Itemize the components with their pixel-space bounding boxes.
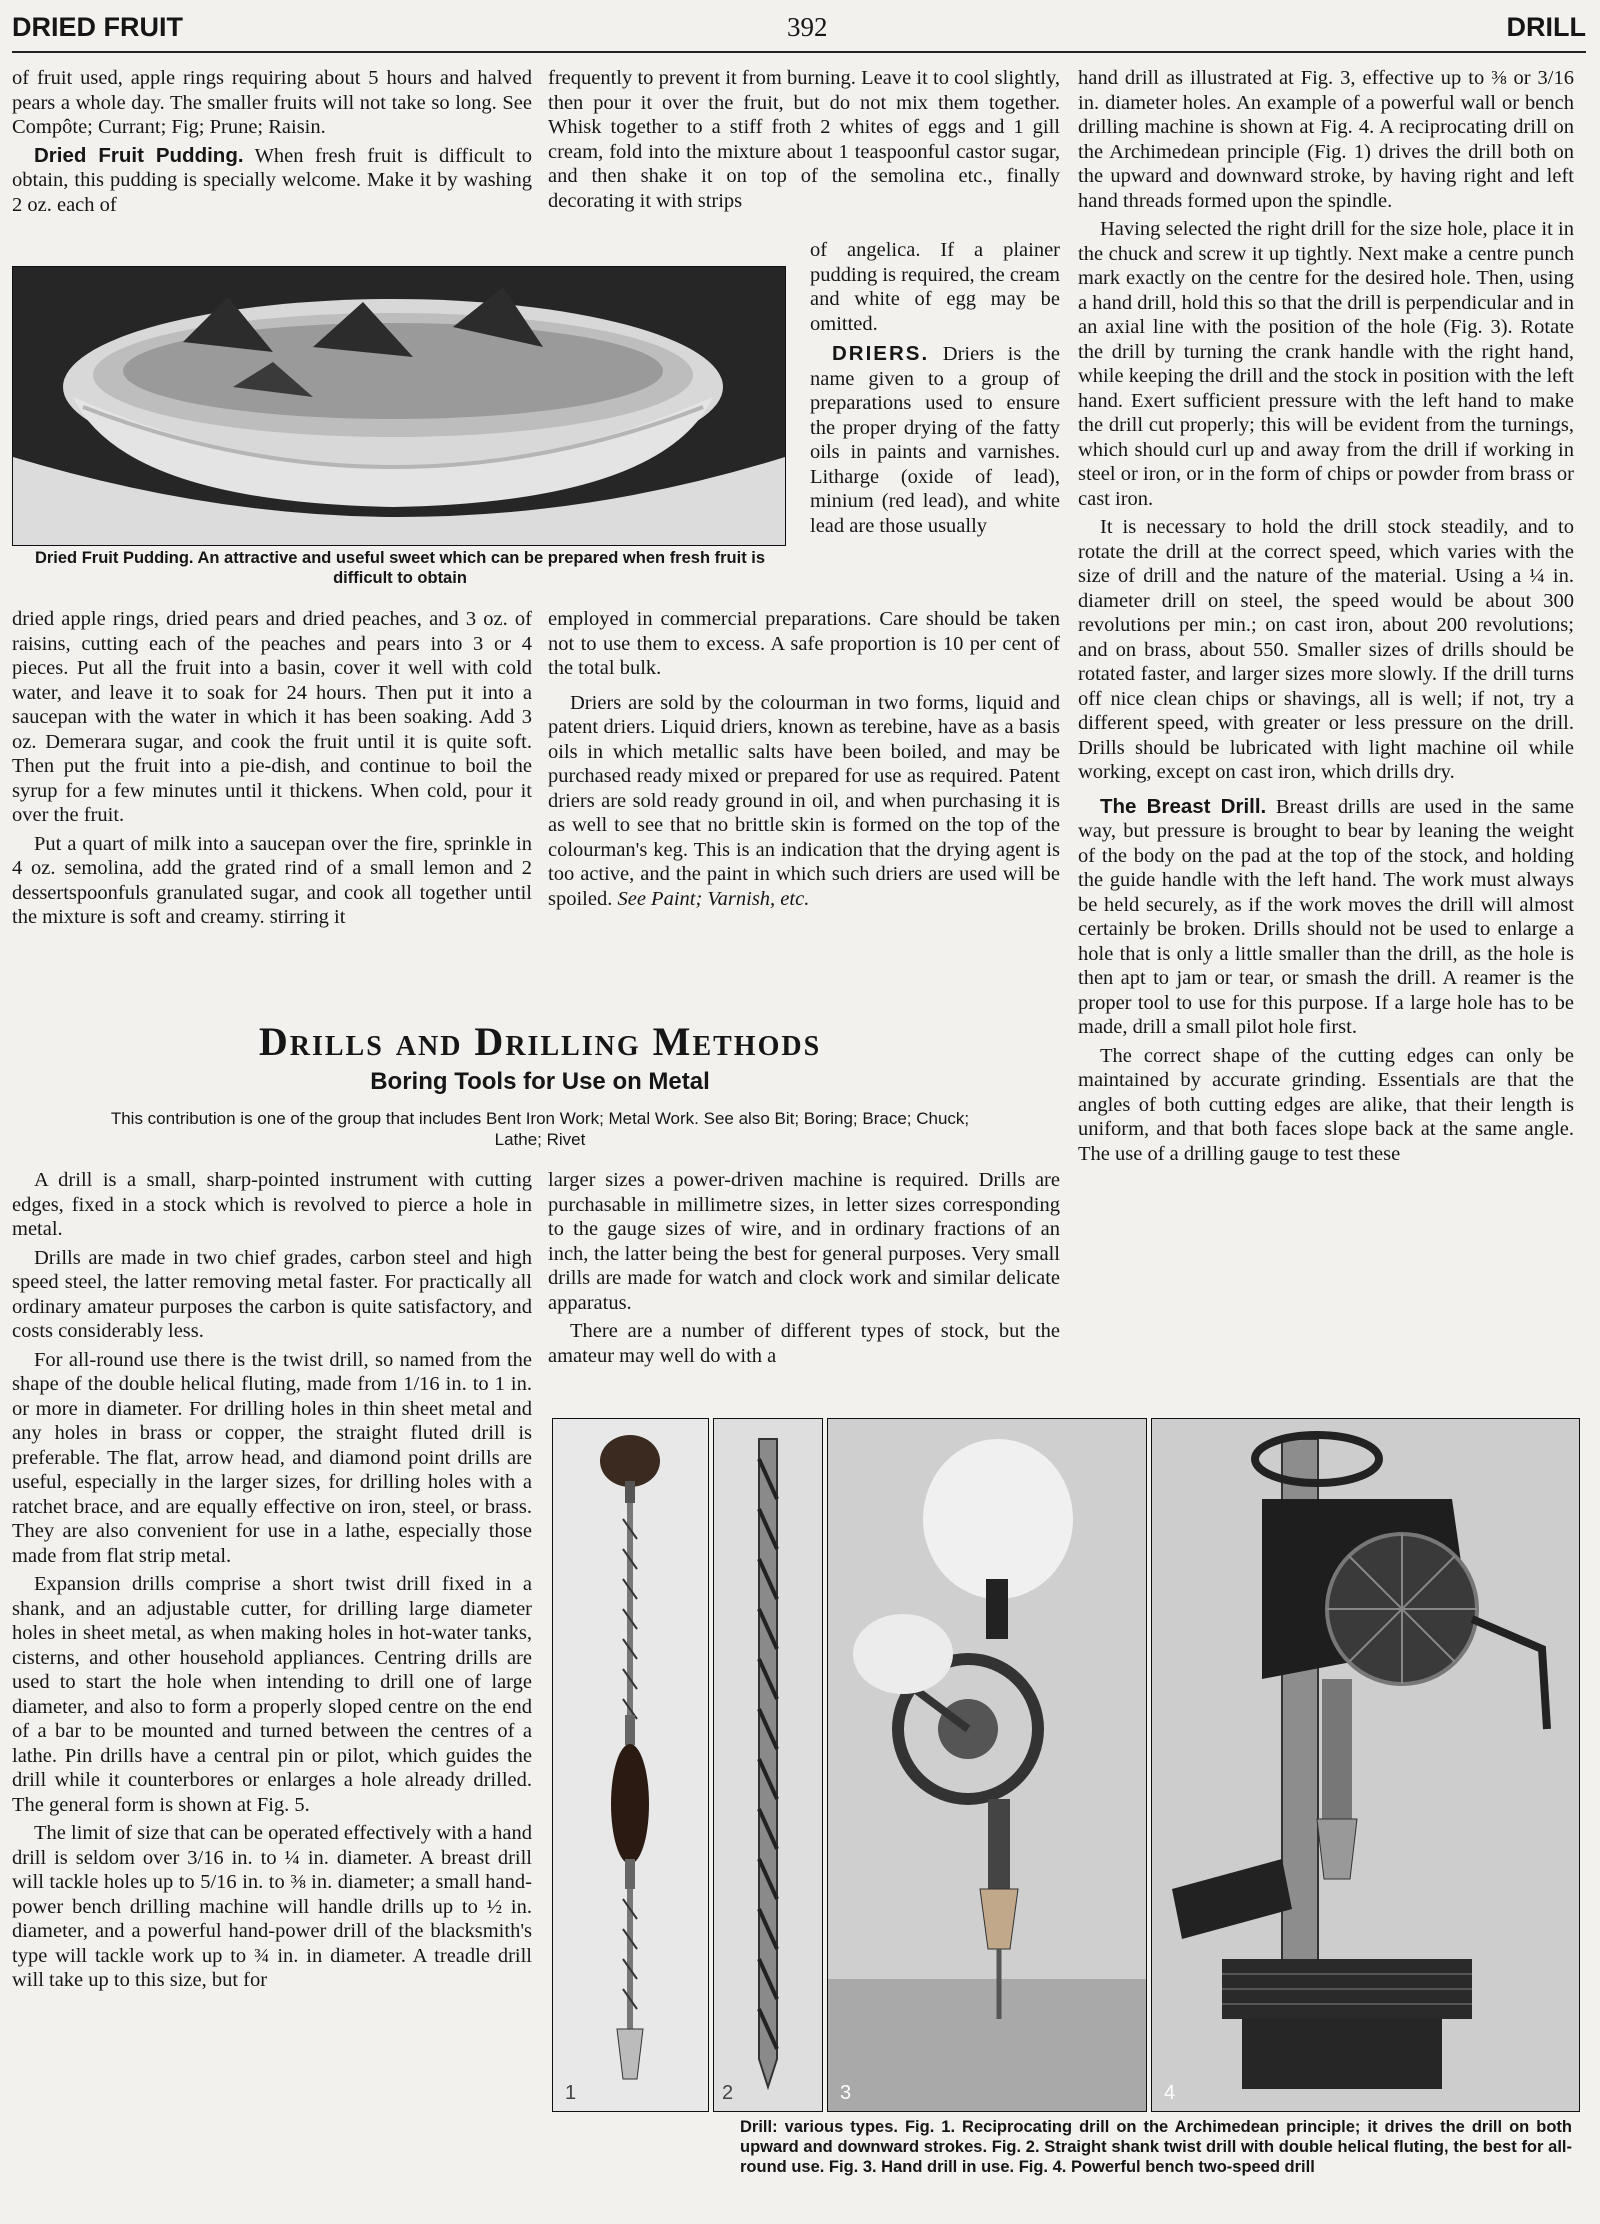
figure-label: 1	[565, 2082, 577, 2104]
pudding-photo	[12, 266, 786, 546]
article-note: This contribution is one of the group that includes Bent Iron Work; Metal Work. See also Bit; Boring; Brace; Chuck; Lathe; Rivet	[110, 1109, 970, 1149]
header-right: DRILL	[1506, 12, 1586, 42]
section-heading: The Breast Drill.	[1100, 794, 1267, 818]
paragraph: Expansion drills comprise a short twist drill fixed in a shank, and an adjustable cutter, for drilling large diameter holes in sheet metal, as when making holes in hot-water tanks, cisterns, and other household appliances. Centring drills are used to start the hole when intending to drill one of large diameter, and also to form a properly sloped centre on the end of a bar to be mounted and turned between the centres of a lathe. Pin drills have a central pin or pilot, which guides the drill while it counterbores or enlarges a hole already drilled. The general form is shown at Fig. 5.	[12, 1573, 532, 1816]
column-1-top	[12, 66, 532, 221]
figure-label: 3	[840, 2082, 852, 2104]
header-left: DRIED FRUIT	[12, 12, 183, 42]
header-rule	[12, 51, 1586, 53]
paragraph: employed in commercial preparations. Care should be taken not to use them to excess. A safe proportion is 10 per cent of the total bulk.	[548, 608, 1060, 679]
paragraph: dried apple rings, dried pears and dried peaches, and 3 oz. of raisins, cutting each of the peaches and pears into 3 or 4 pieces. Put all the fruit into a basin, cover it well with cold water, and leave it to soak for 24 hours. Then put it into a saucepan with the water in which it has been soaking. Add 3 oz. Demerara sugar, and cook the fruit until it is quite soft. Then put the fruit into a pie-dish, and continue to boil the syrup for a few minutes until it thickens. When cold, pour it over the fruit.	[12, 608, 532, 826]
paragraph: For all-round use there is the twist drill, so named from the shape of the double helical fluting, made from 1/16 in. to 1 in. or more in diameter. For drilling holes in thin sheet metal and any holes in brass or copper, the straight fluted drill is preferable. The flat, arrow head, and diamond point drills are useful, especially in the larger sizes, for drilling holes with a ratchet brace, and are equally effective on iron, steel, or brass. They are also convenient for use in a lathe, especially those made from flat strip metal.	[12, 1348, 532, 1567]
pudding-caption: Dried Fruit Pudding. An attractive and useful sweet which can be prepared when fresh fruit is difficult to obtain	[34, 549, 766, 587]
paragraph: of angelica. If a plainer pudding is required, the cream and white of egg may be omitted.	[810, 239, 1060, 335]
paragraph	[12, 144, 532, 218]
article-title: Drills and Drilling Methods	[258, 1019, 822, 1064]
column-1-middle	[12, 607, 532, 934]
paragraph: The limit of size that can be operated effectively with a hand drill is seldom over 3/16 in. to ¼ in. diameter. A breast drill will tackle holes up to 5/16 in. to ⅜ in. diameter; a small hand-power bench drilling machine will handle drills up to ½ in. diameter, and a powerful hand-power drill of the blacksmith's type will tackle work up to ¾ in. in diameter. A treadle drill will take up to this size, but for	[12, 1822, 532, 1991]
column-3	[1078, 66, 1574, 1170]
paragraph-text: Breast drills are used in the same way, but pressure is brought to bear by leaning the weight of the body on the pad at the top of the stock, and holding the guide handle with the left hand. The work must always be held securely, as if the work moves the drill will almost certainly be broken. Drills should not be used to enlarge a hole that is only a little smaller than the drill, as the hole is then apt to jam or tear, or smash the drill. A reamer is the proper tool to use for this purpose. If a large hole has to be made, drill a small pilot hole first.	[1078, 795, 1575, 1038]
page-number: 392	[787, 12, 828, 42]
paragraph: larger sizes a power-driven machine is required. Drills are purchasable in millimetre sizes, in letter sizes corresponding to the gauge sizes of wire, and in ordinary fractions of an inch, the latter being the best for general purposes. Very small drills are made for watch and clock work and similar delicate apparatus.	[548, 1169, 1060, 1314]
running-header	[12, 12, 1586, 44]
paragraph	[810, 342, 1060, 538]
article-subtitle: Boring Tools for Use on Metal	[370, 1068, 710, 1095]
paragraph	[548, 691, 1060, 912]
paragraph: of fruit used, apple rings requiring about 5 hours and halved pears a whole day. The smaller fruits will not take so long. See Compôte; Currant; Fig; Prune; Raisin.	[12, 67, 532, 138]
paragraph	[1078, 795, 1574, 1040]
twist-drill-photo	[713, 1418, 823, 2112]
driers-heading: DRIERS.	[832, 342, 930, 365]
paragraph-text: Driers is the name given to a group of preparations used to ensure the proper drying of the fatty oils in paints and varnishes. Litharge (oxide of lead), minium (red lead), and white lead are those usually	[810, 343, 1061, 537]
paragraph-text: When fresh fruit is difficult to obtain, this pudding is specially welcome. Make it by washing 2 oz. each of	[12, 144, 532, 216]
column-2-bottom	[548, 1168, 1060, 1372]
paragraph: A drill is a small, sharp-pointed instrument with cutting edges, fixed in a stock which is revolved to pierce a hole in metal.	[12, 1169, 532, 1240]
figure-label: 2	[722, 2082, 734, 2104]
paragraph: There are a number of different types of stock, but the amateur may well do with a	[548, 1320, 1060, 1367]
section-heading: Dried Fruit Pudding.	[34, 143, 244, 167]
paragraph: The correct shape of the cutting edges can only be maintained by accurate grinding. Essentials are that the angles of both cutting edges are alike, that their length is uniform, and that both faces slope back at the same angle. The use of a drilling gauge to test these	[1078, 1044, 1574, 1165]
hand-drill-photo	[827, 1418, 1147, 2112]
paragraph: Drills are made in two chief grades, carbon steel and high speed steel, the latter removing metal faster. For practically all ordinary amateur purposes the carbon is quite satisfactory, and costs considerably less.	[12, 1246, 532, 1342]
figure-label: 4	[1164, 2082, 1176, 2104]
archimedean-drill-photo	[552, 1418, 709, 2112]
bench-drill-photo	[1151, 1418, 1580, 2112]
paragraph: It is necessary to hold the drill stock steadily, and to rotate the drill at the correct speed, which varies with the size of drill and the nature of the material. Using a ¼ in. diameter drill on steel, the speed would be about 300 revolutions per min.; on cast iron, about 200 revolutions; and on brass, about 550. Smaller sizes of drills should be rotated faster, and larger sizes more slowly. If the drill turns off nice clean chips or shavings, all is well; if not, try a different speed, with greater or less pressure on the drill. Drills should be lubricated with light machine oil while working, except on cast iron, which drills dry.	[1078, 516, 1574, 783]
column-2-narrow	[810, 238, 1060, 542]
column-2-top	[548, 66, 1060, 217]
paragraph: hand drill as illustrated at Fig. 3, effective up to ⅜ or 3/16 in. diameter holes. An example of a powerful wall or bench drilling machine is shown at Fig. 4. A reciprocating drill on the Archimedean principle (Fig. 1) drives the drill both on the upward and downward stroke, by having right and left hand threads formed upon the spindle.	[1078, 67, 1574, 212]
column-1-bottom	[12, 1168, 532, 1997]
paragraph: Having selected the right drill for the size hole, place it in the chuck and screw it up tightly. Next make a centre punch mark exactly on the centre for the desired hole. Then, using a hand drill, hold this so that the drill is perpendicular and in an axial line with the position of the hole (Fig. 3). Rotate the drill by turning the crank handle with the right hand, while keeping the drill and the stock in position with the left hand. Exert sufficient pressure with the left hand to make the drill cut properly; this will be evident from the turnings, which should curl up and away from the drill if working in steel or iron, or in the form of chips or powder from brass or cast iron.	[1078, 218, 1574, 510]
column-2-middle	[548, 607, 1060, 915]
paragraph-text: Driers are sold by the colourman in two forms, liquid and patent driers. Liquid driers, known as terebine, have as a basis oils in which metallic salts have been boiled, and may be purchased ready mixed or prepared for use as required. Patent driers are sold ready ground in oil, and when purchasing it is as well to see that no brittle skin is formed on the top of the colourman's keg. This is an indication that the drying agent is too active, and the paint in which such driers are used will be spoiled.	[548, 691, 1060, 910]
cross-reference: See Paint; Varnish, etc.	[617, 887, 810, 910]
paragraph: Put a quart of milk into a saucepan over the fire, sprinkle in 4 oz. semolina, add the grated rind of a small lemon and 2 dessertspoonfuls granulated sugar, and cook all together until the mixture is soft and creamy. stirring it	[12, 832, 532, 928]
figures-caption: Drill: various types. Fig. 1. Reciprocating drill on the Archimedean principle; it drives the drill on both upward and downward strokes. Fig. 2. Straight shank twist drill with double helical fluting, the best for all-round use. Fig. 3. Hand drill in use. Fig. 4. Powerful bench two-speed drill	[740, 2118, 1572, 2176]
paragraph: frequently to prevent it from burning. Leave it to cool slightly, then pour it over the fruit, but do not mix them together. Whisk together to a stiff froth 2 whites of eggs and 1 gill cream, fold into the mixture about 1 teaspoonful castor sugar, and then shake it on top of the semolina etc., finally decorating it with strips	[548, 67, 1060, 212]
